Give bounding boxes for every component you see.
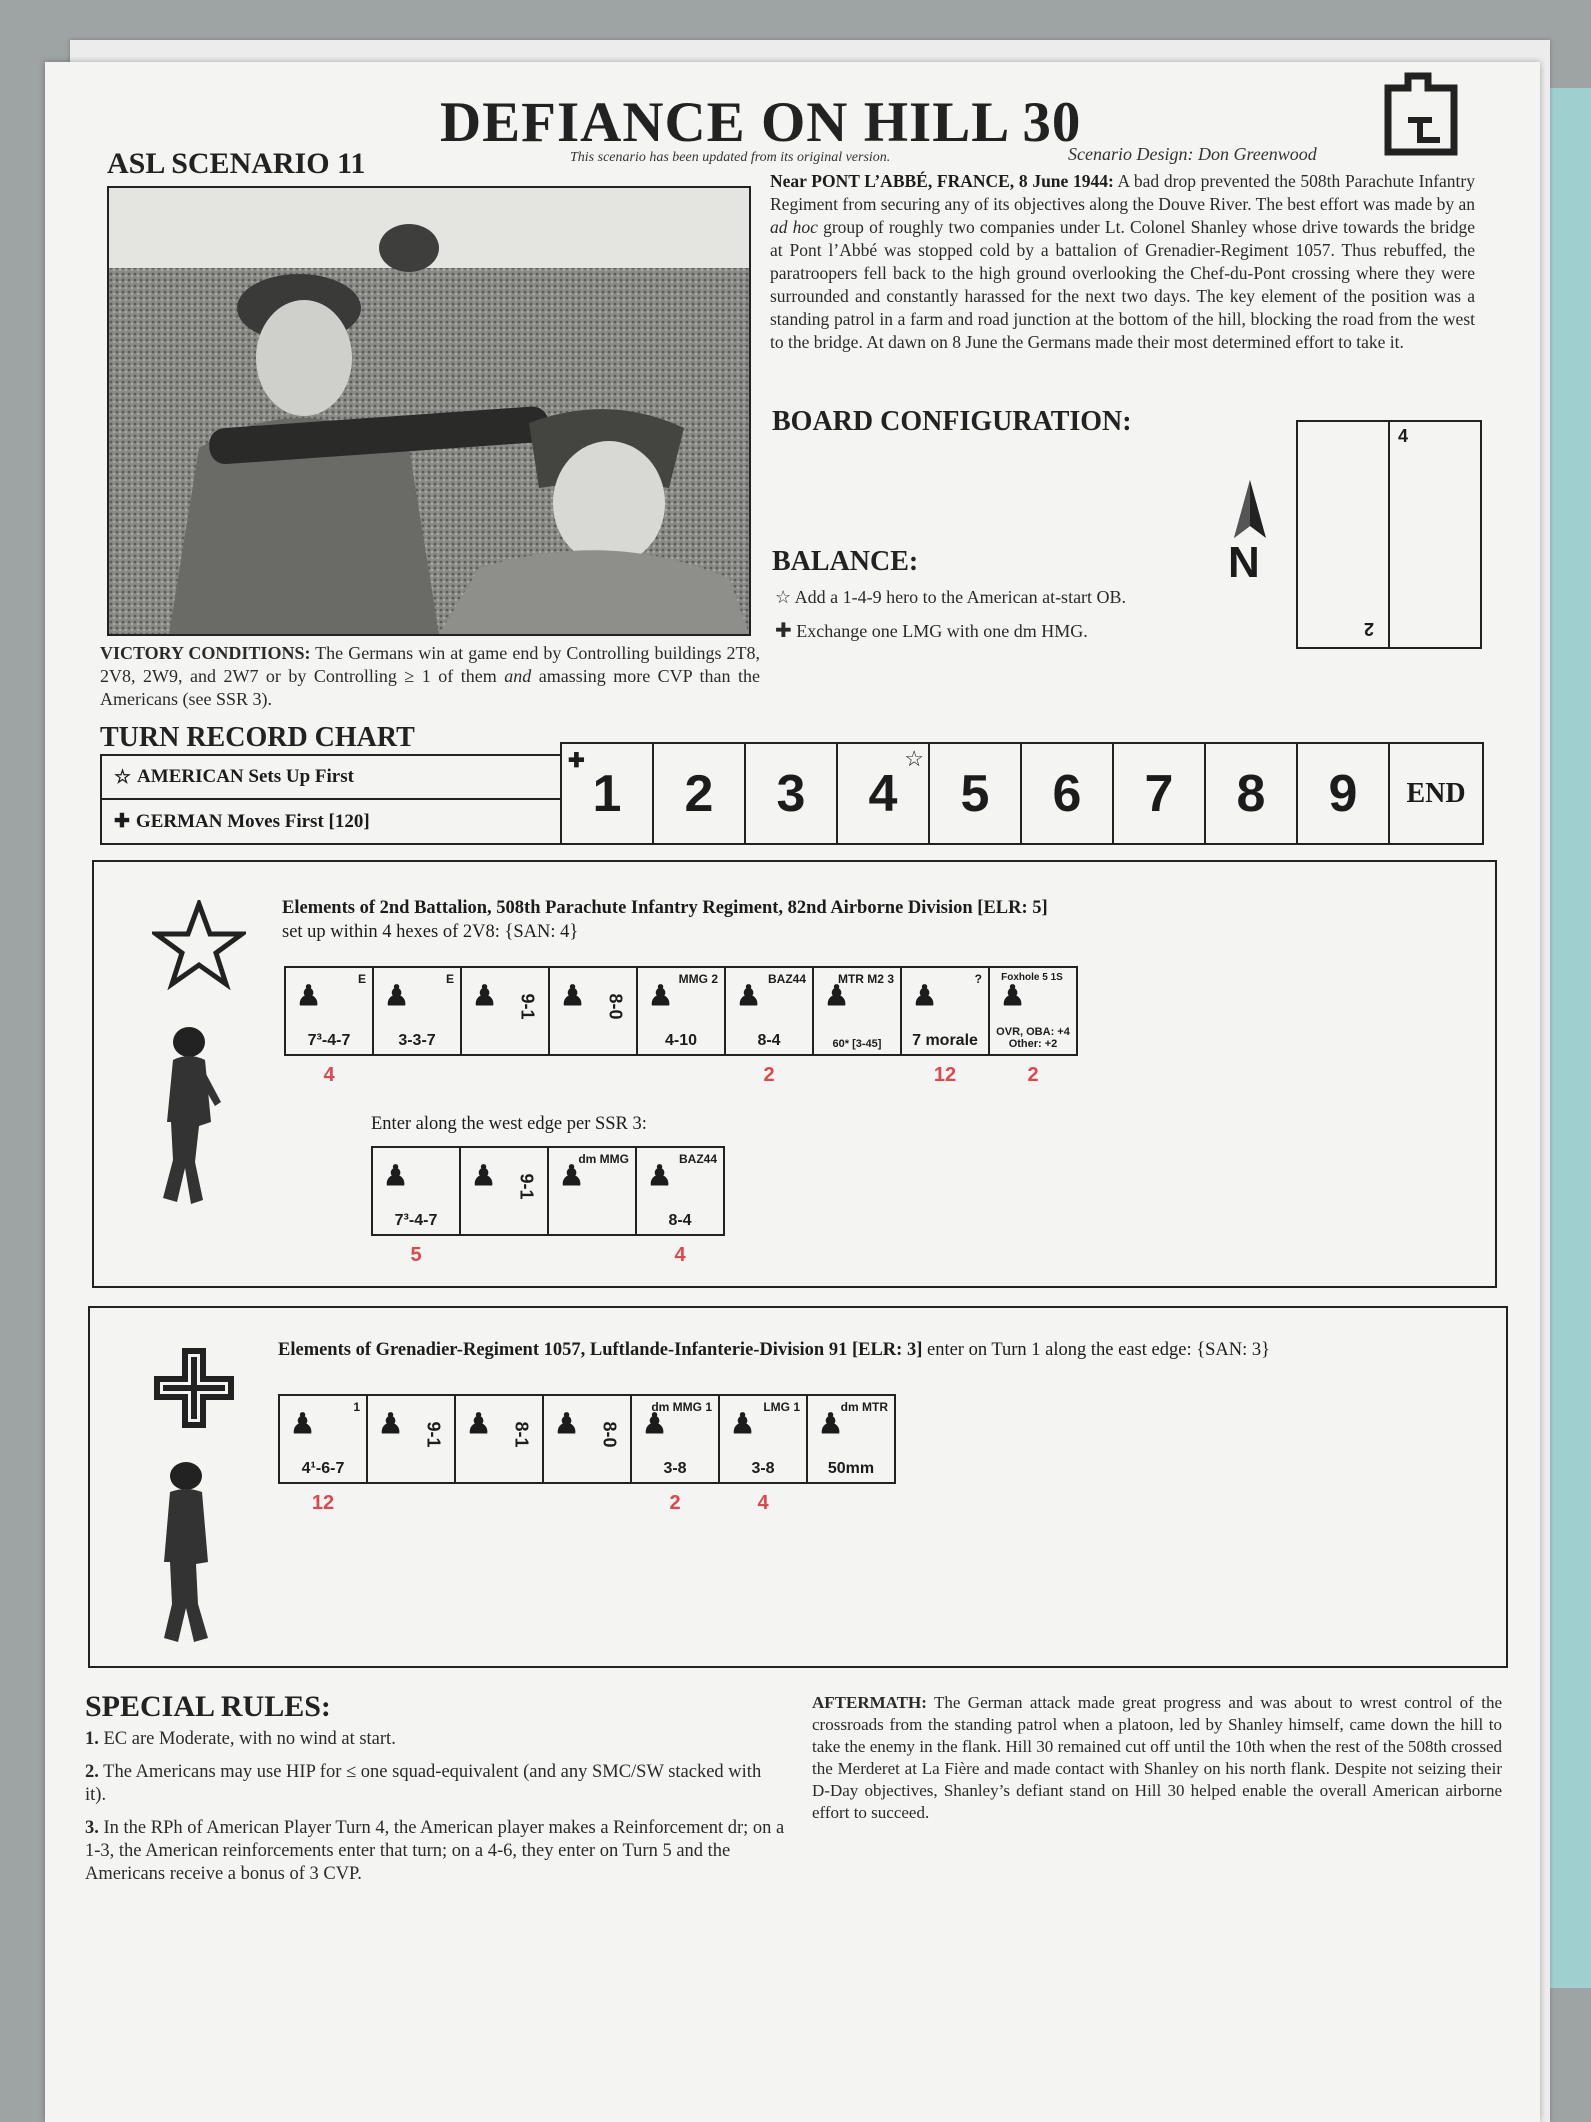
counter-tag: ? <box>974 972 982 986</box>
victory-conditions <box>100 642 760 711</box>
unit-figure-icon: ♟ <box>559 1160 585 1191</box>
counter-stat: 3-8 <box>751 1460 775 1477</box>
counter-tag: BAZ44 <box>678 1152 717 1166</box>
rule-2: The Americans may use HIP for ≤ one squad-equivalent (and any SMC/SW stacked with it). <box>85 1762 762 1805</box>
counter-quantity: 12 <box>933 1064 957 1086</box>
counter-tag: E <box>357 972 366 986</box>
unit-figure-icon: ♟ <box>824 980 850 1011</box>
unit-figure-icon: ♟ <box>296 980 322 1011</box>
german-counter-row <box>278 1394 896 1514</box>
unit-counter <box>988 966 1078 1056</box>
victory-label: VICTORY CONDITIONS: <box>100 643 311 663</box>
leader-rating: 9-1 <box>423 1421 444 1448</box>
counter-quantity: 5 <box>410 1244 422 1266</box>
unit-figure-icon: ♟ <box>912 980 938 1011</box>
american-star-icon <box>152 900 246 990</box>
turn-number: 4 <box>868 764 898 823</box>
unit-figure-icon: ♟ <box>466 1408 492 1439</box>
counter-tag: Foxhole 5 1S <box>1001 972 1063 983</box>
turn-record-heading: TURN RECORD CHART <box>100 722 415 753</box>
counter-tag: dm MMG 1 <box>651 1400 712 1414</box>
unit-figure-icon: ♟ <box>1000 980 1026 1011</box>
counter-stat: 60* [3-45] <box>832 1038 882 1050</box>
counter-stat: 3-8 <box>663 1460 687 1477</box>
avalon-hill-logo-icon <box>1380 70 1462 160</box>
unit-counter <box>724 966 814 1056</box>
unit-counter <box>278 1394 368 1484</box>
iron-cross-icon: ✚ <box>114 811 130 832</box>
turn-cell-1 <box>560 742 654 845</box>
aftermath <box>812 1692 1502 1824</box>
leader-rating: 8-0 <box>605 993 626 1020</box>
unit-counter <box>459 1146 549 1236</box>
unit-figure-icon: ♟ <box>383 1160 409 1191</box>
unit-counter <box>371 1146 461 1236</box>
historical-photo <box>107 186 751 636</box>
unit-counter <box>635 1146 725 1236</box>
unit-figure-icon: ♟ <box>290 1408 316 1439</box>
balance-list <box>775 580 1126 648</box>
turn-cell-9 <box>1296 742 1390 845</box>
unit-counter <box>812 966 902 1056</box>
history-italic: ad hoc <box>770 217 818 237</box>
balance-german: Exchange one LMG with one dm HMG. <box>796 621 1088 641</box>
unit-counter <box>372 966 462 1056</box>
history-text-2: group of roughly two companies under Lt. Colonel Shanley whose drive towards the bridge at Pont l’Abbé was stopped cold by a battalion of Grenadier-Regiment 1057. Thus rebuffed, the paratroopers fell back to the high ground overlooking the Chef-du-Pont crossing where they were surrounded and constantly harassed for the next two days. The key element of the position was a standing patrol in a farm and road junction at the bottom of the hill, blocking the road from the west to the bridge. At dawn on 8 June the Germans made their most determined effort to take it. <box>770 217 1475 352</box>
unit-figure-icon: ♟ <box>647 1160 673 1191</box>
unit-figure-icon: ♟ <box>384 980 410 1011</box>
counter-tag: BAZ44 <box>767 972 806 986</box>
counter-stat: 4¹-6-7 <box>301 1460 345 1477</box>
iron-cross-icon: ✚ <box>775 620 792 642</box>
turn-cell-7 <box>1112 742 1206 845</box>
unit-figure-icon: ♟ <box>648 980 674 1011</box>
leader-rating: 9-1 <box>517 993 538 1020</box>
counter-quantity: 2 <box>669 1492 681 1514</box>
counter-stat: 8-4 <box>757 1032 781 1049</box>
turn-cell-6 <box>1020 742 1114 845</box>
turn-number: 2 <box>684 764 714 823</box>
counter-tag: MMG 2 <box>678 972 718 986</box>
unit-figure-icon: ♟ <box>378 1408 404 1439</box>
unit-counter <box>542 1394 632 1484</box>
counter-stat: 7 morale <box>912 1032 978 1049</box>
counter-quantity: 2 <box>1027 1064 1039 1086</box>
turn-number: 1 <box>592 764 622 823</box>
victory-text-2: amassing more CVP than the Americans (see SSR 3). <box>100 666 760 709</box>
unit-counter <box>630 1394 720 1484</box>
special-rules-list: 1. EC are Moderate, with no wind at start. 2. The Americans may use HIP for ≤ one squad-equivalent (and any SMC/SW stacked with it). 3. In the RPh of American Player Turn 4, the American player makes a Reinforcement dr; on a 1-3, the American reinforcements enter that turn; on a 4-6, they enter on Turn 5 and the Americans receive a bonus of 3 CVP. <box>85 1729 785 1884</box>
unit-counter <box>547 1146 637 1236</box>
north-label: N <box>1228 538 1260 587</box>
unit-counter <box>806 1394 896 1484</box>
counter-quantity: 4 <box>674 1244 686 1266</box>
counter-stat: 7³-4-7 <box>394 1212 438 1229</box>
historical-introduction <box>770 170 1475 354</box>
counter-stat: 3-3-7 <box>398 1032 436 1049</box>
counter-quantity: 12 <box>311 1492 335 1514</box>
balance-american: Add a 1-4-9 hero to the American at-start OB. <box>794 587 1127 607</box>
counter-stat: 7³-4-7 <box>307 1032 351 1049</box>
american-setup-label: AMERICAN Sets Up First <box>137 766 354 787</box>
rule-3: In the RPh of American Player Turn 4, the American player makes a Reinforcement dr; on a 1-3, the American reinforcements enter that turn; on a 4-6, they enter on Turn 5 and the Americans receive a bonus of 3 CVP. <box>85 1818 785 1884</box>
scenario-title: DEFIANCE ON HILL 30 <box>440 91 1082 154</box>
star-icon: ☆ <box>904 746 924 771</box>
board-config-heading: BOARD CONFIGURATION: <box>772 406 1132 437</box>
unit-counter <box>366 1394 456 1484</box>
victory-text-1: The Germans win at game end by Controlling buildings 2T8, 2V8, 2W9, and 2W7 or by Controlling ≥ 1 of them <box>100 643 760 686</box>
turn-record-chart <box>100 742 1487 847</box>
counter-stat: 50mm <box>827 1460 875 1477</box>
german-moves-cell <box>100 798 562 845</box>
board-number-top: 4 <box>1398 426 1409 446</box>
counter-stat: 4-10 <box>664 1032 698 1049</box>
turn-cell-end: END <box>1388 742 1484 845</box>
unit-counter <box>718 1394 808 1484</box>
counter-tag: E <box>445 972 454 986</box>
board-number-bottom: 2 <box>1364 619 1375 639</box>
turn-number: 6 <box>1052 764 1082 823</box>
turn-number: 8 <box>1236 764 1266 823</box>
unit-counter <box>900 966 990 1056</box>
turn-number: 7 <box>1144 764 1174 823</box>
unit-figure-icon: ♟ <box>560 980 586 1011</box>
turn-cell-2 <box>652 742 746 845</box>
unit-figure-icon: ♟ <box>736 980 762 1011</box>
victory-italic: and <box>504 666 532 686</box>
reinforcement-label: Enter along the west edge per SSR 3: <box>371 1114 647 1134</box>
turn-cell-5 <box>928 742 1022 845</box>
unit-counter <box>454 1394 544 1484</box>
counter-tag: MTR M2 3 <box>837 972 894 986</box>
unit-counter <box>548 966 638 1056</box>
scenario-number: ASL SCENARIO 11 <box>107 147 366 180</box>
unit-counter <box>636 966 726 1056</box>
balance-heading: BALANCE: <box>772 546 919 577</box>
special-rules-heading: SPECIAL RULES: <box>85 1690 331 1723</box>
american-reinforcement-row <box>371 1146 725 1266</box>
unit-figure-icon: ♟ <box>818 1408 844 1439</box>
paratrooper-icon <box>149 1022 229 1212</box>
counter-quantity: 4 <box>323 1064 335 1086</box>
german-moves-label: GERMAN Moves First [120] <box>135 810 370 832</box>
turn-number: 9 <box>1328 764 1358 823</box>
unit-figure-icon: ♟ <box>642 1408 668 1439</box>
board-diagram <box>1296 420 1482 649</box>
updated-note: This scenario has been updated from its original version. <box>570 150 891 165</box>
leader-rating: 9-1 <box>516 1173 537 1200</box>
star-icon: ☆ <box>775 587 792 607</box>
history-text-1: A bad drop prevented the 508th Parachute Infantry Regiment from securing any of its objectives along the Douve River. The best effort was made by an <box>770 171 1476 214</box>
turn-cell-3 <box>744 742 838 845</box>
turn-cell-4 <box>836 742 930 845</box>
history-lead: Near PONT L’ABBÉ, FRANCE, 8 June 1944: <box>770 171 1114 191</box>
unit-figure-icon: ♟ <box>730 1408 756 1439</box>
unit-figure-icon: ♟ <box>472 980 498 1011</box>
balkenkreuz-icon <box>154 1348 234 1428</box>
counter-quantity: 2 <box>763 1064 775 1086</box>
iron-cross-icon: ✚ <box>568 750 585 772</box>
counter-tag: LMG 1 <box>763 1400 800 1414</box>
american-oob-box <box>92 860 1497 1288</box>
counter-tag: 1 <box>353 1400 360 1414</box>
american-oob-title: Elements of 2nd Battalion, 508th Parachute Infantry Regiment, 82nd Airborne Division [ELR: 5] set up within 4 hexes of 2V8: {SAN: 4} <box>282 898 1048 942</box>
counter-stat: OVR, OBA: +4 Other: +2 <box>996 1026 1070 1050</box>
aftermath-text: The German attack made great progress and was about to wrest control of the crossroads from the standing patrol when a platoon, led by Shanley himself, came down the hill to take the enemy in the flank. Hill 30 remained cut off until the 10th when the rest of the 508th crossed the Merderet at La Fière and made contact with Shanley on his north flank. Despite not seizing their D-Day objectives, Shanley’s defiant stand on Hill 30 helped enable the overall American airborne effort to succeed. <box>812 1693 1502 1822</box>
design-credit: Scenario Design: Don Greenwood <box>1068 144 1317 164</box>
german-oob-box <box>88 1306 1508 1668</box>
unit-counter <box>284 966 374 1056</box>
unit-figure-icon: ♟ <box>554 1408 580 1439</box>
counter-tag: dm MTR <box>840 1400 888 1414</box>
german-soldier-icon <box>148 1458 228 1648</box>
star-icon: ☆ <box>114 766 132 788</box>
unit-counter <box>460 966 550 1056</box>
german-oob-title: Elements of Grenadier-Regiment 1057, Luftlande-Infanterie-Division 91 [ELR: 3] enter on Turn 1 along the east edge: {SAN: 3} <box>278 1340 1270 1360</box>
turn-number: 5 <box>960 764 990 823</box>
counter-stat: 8-4 <box>668 1212 692 1229</box>
leader-rating: 8-1 <box>511 1421 532 1448</box>
rule-1: EC are Moderate, with no wind at start. <box>103 1729 396 1749</box>
leader-rating: 8-0 <box>599 1421 620 1448</box>
turn-cell-8 <box>1204 742 1298 845</box>
unit-figure-icon: ♟ <box>471 1160 497 1191</box>
aftermath-label: AFTERMATH: <box>812 1693 927 1712</box>
counter-tag: dm MMG <box>578 1152 629 1166</box>
american-counter-row <box>284 966 1078 1086</box>
turn-number: 3 <box>776 764 806 823</box>
counter-quantity: 4 <box>757 1492 769 1514</box>
american-setup-cell <box>100 754 562 800</box>
